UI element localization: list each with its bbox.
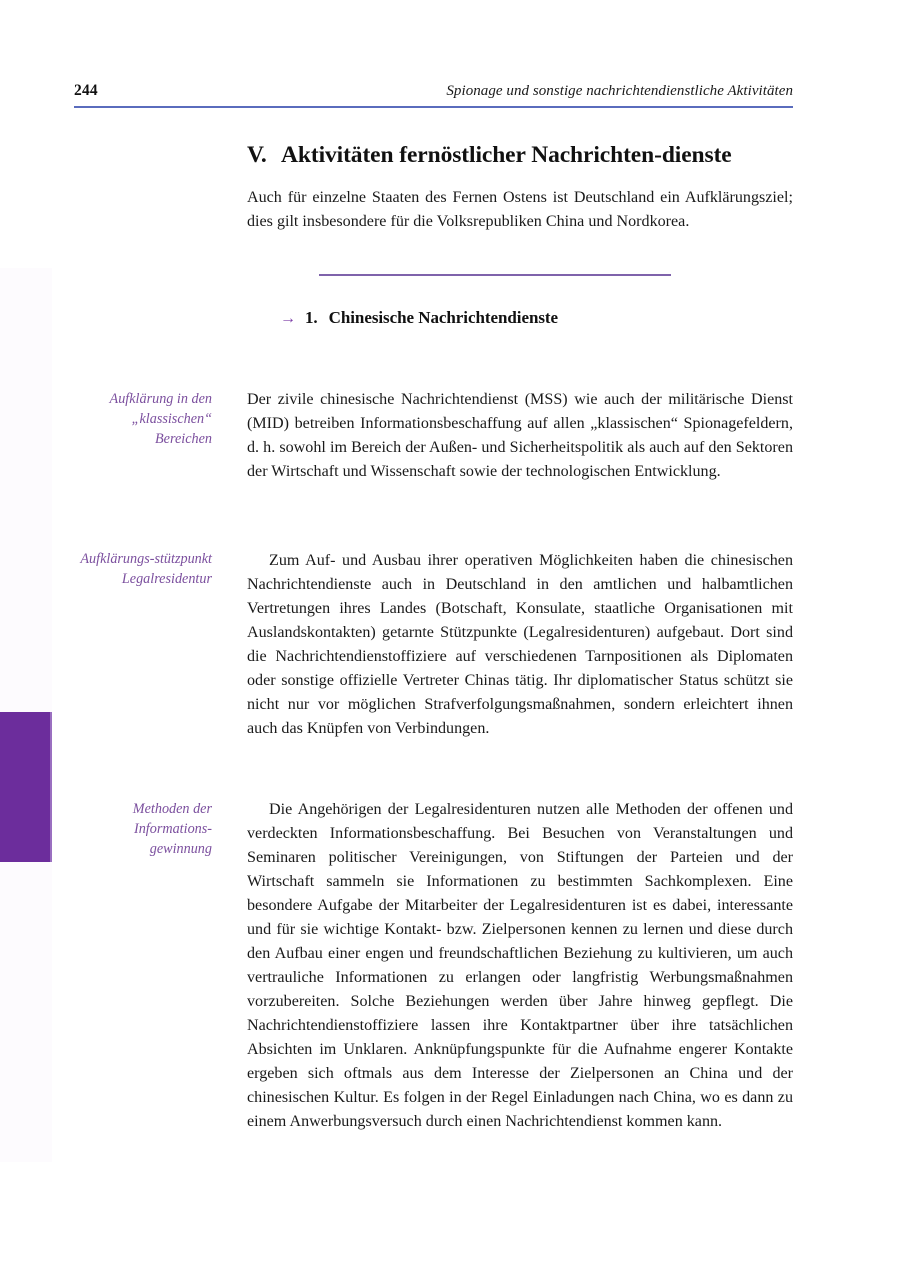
page-title [247,140,793,170]
section-heading-text: Chinesische Nachrichtendienste [328,307,559,327]
chapter-numeral: V. [247,142,267,168]
header-rule [74,106,793,108]
margin-note-aufklaerung-klassische-bereiche: Aufklärung in den „klassischen“ Bereichen [109,391,212,448]
body-paragraph-1: Der zivile chinesische Nachrichtendienst (MSS) wie auch der militärische Dienst (MID) betreiben Informationsbeschaffung auf allen „klassischen“ Spionagefeldern, d. h. sowohl im Bereich der Außen- und Sicherheitspolitik als auch auf den Sektoren der Wirtschaft und Wissenschaft sowie der technologischen Entwicklung. [247,391,793,480]
page-number: 244 [74,82,98,99]
arrow-right-icon: → [280,309,296,327]
section-heading [280,308,793,328]
running-title: Spionage und sonstige nachrichtendienstliche Aktivitäten [446,83,793,99]
chapter-title-text: Aktivitäten fernöstlicher Nachrichten-dienste [281,142,732,168]
left-edge-chapter-tab [0,712,52,862]
body-paragraph-3: Die Angehörigen der Legalresidenturen nutzen alle Methoden der offenen und verdeckten Informationsbeschaffung. Bei Besuchen von Veranstaltungen und Seminaren politischer Vereinigungen, von Stiftungen der Parteien und der Wirtschaft sammeln sie Informationen zu bestimmten Sachkomplexen. Eine besondere Aufgabe der Mitarbeiter der Legalresidenturen ist es dabei, interessante und für sie wichtige Kontakt- bzw. Zielpersonen kennen zu lernen und diese durch den Aufbau einer engen und freundschaftlichen Beziehung zu kultivieren, um auch vertrauliche Informationen zu erlangen oder langfristig Werbungsmaßnahmen vorzubereiten. Solche Beziehungen werden über Jahre hinweg gepflegt. Die Nachrichtendienstoffiziere lassen ihre Kontaktpartner über ihre tatsächlichen Absichten im Unklaren. Anknüpfungspunkte für die Aufnahme engerer Kontakte ergeben sich oftmals aus dem Interesse der Zielpersonen an China und der chinesischen Kultur. Es folgen in der Regel Einladungen nach China, wo es dann zu einem Anwerbungsversuch durch einen Nachrichtendienst kommen kann. [247,801,793,1130]
chapter-intro-paragraph: Auch für einzelne Staaten des Fernen Ostens ist Deutschland ein Aufklärungsziel; dies gilt insbesondere für die Volksrepubliken China und Nordkorea. [247,189,793,231]
body-paragraph-2-container [247,549,793,741]
left-edge-chapter-tab-highlight [50,712,52,862]
section-divider-rule [319,274,671,276]
body-paragraph-1-container [247,388,793,484]
margin-note-methoden-der-informationsgewinnung: Methoden der Informations-gewinnung [132,801,212,858]
body-paragraph-3-container [247,798,793,1134]
margin-note-aufklaerungsstuetzpunkt-legalresidentur: Aufklärungs-stützpunkt Legalresidentur [80,551,212,588]
page-running-head [74,82,793,100]
body-paragraph-2: Zum Auf- und Ausbau ihrer operativen Möglichkeiten haben die chinesischen Nachrichtendienste auch in Deutschland in den amtlichen und halbamtlichen Vertretungen ihres Landes (Botschaft, Konsulate, staatliche Organisationen mit Auslandskontakten) getarnte Stützpunkte (Legalresidenturen) aufgebaut. Dort sind die Nachrichtendienstoffiziere auf verschiedenen Tarnpositionen als Diplomaten oder sonstige offizielle Vertreter Chinas tätig. Ihr diplomatischer Status schützt sie nicht nur vor möglichen Strafverfolgungsmaßnahmen, sondern erleichtert ihnen auch das Knüpfen von Verbindungen. [247,552,793,737]
chapter-block [247,140,793,328]
section-number: 1. [304,307,318,327]
